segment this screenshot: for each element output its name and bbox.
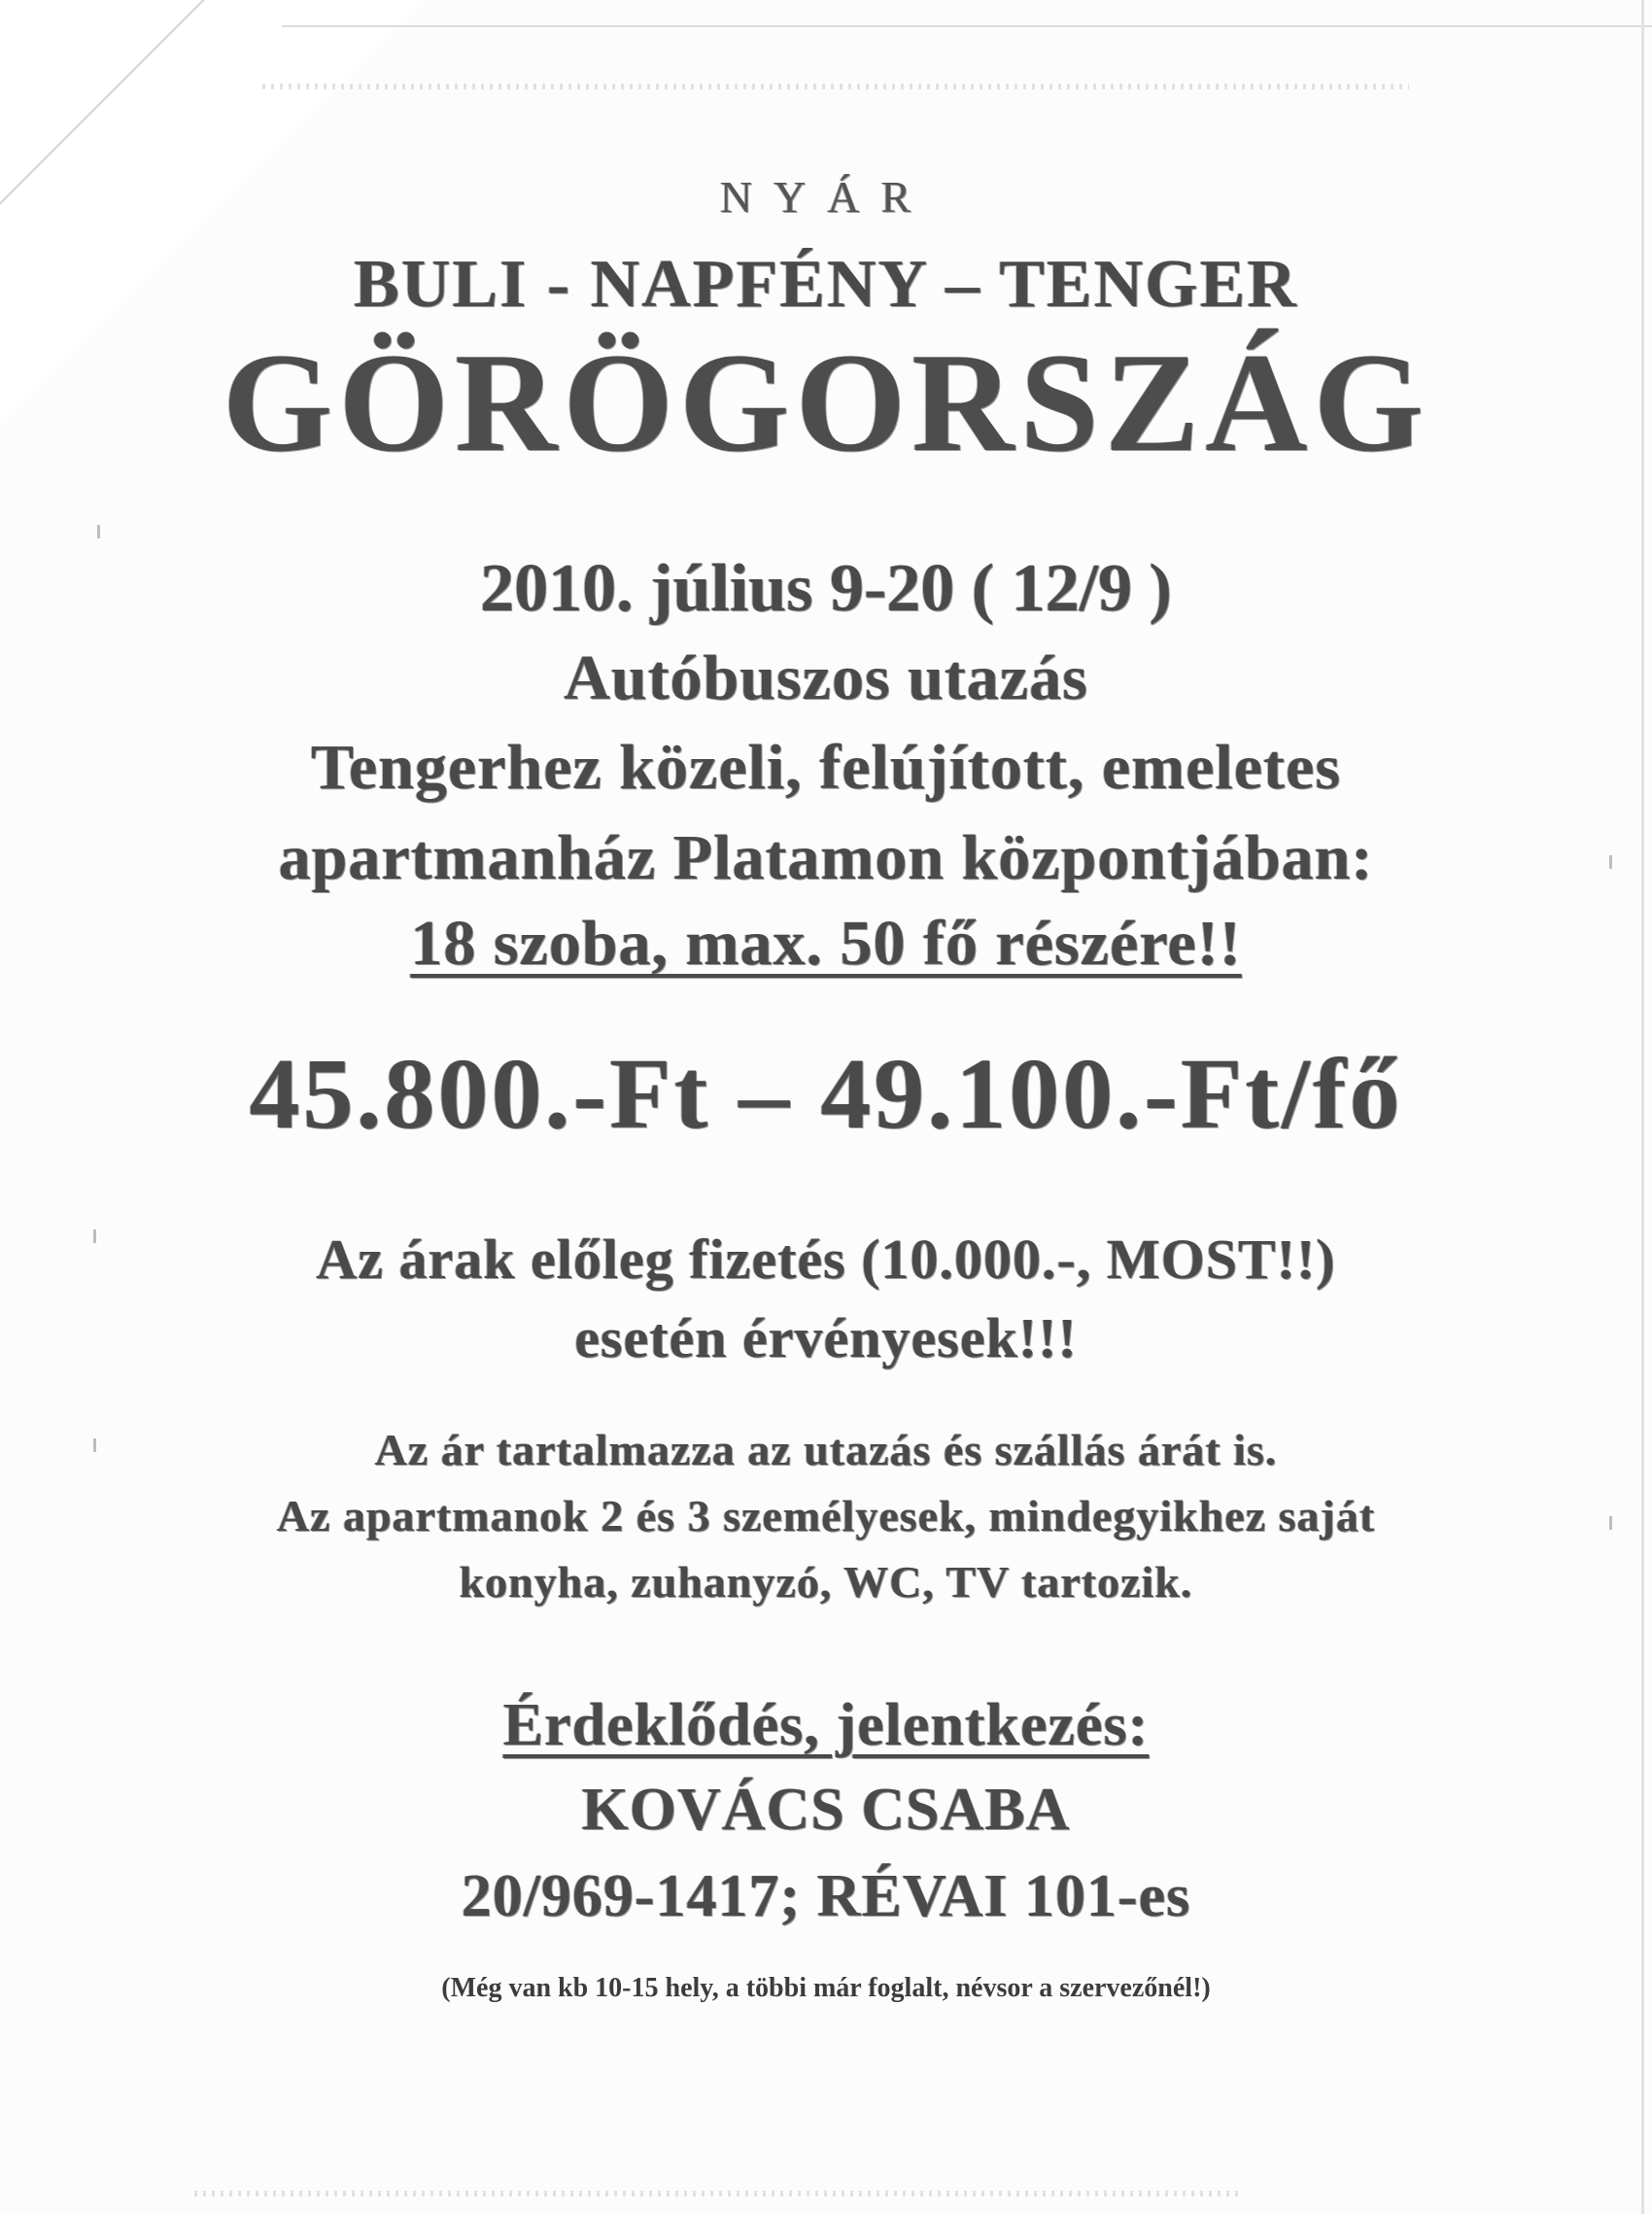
country-title: GÖRÖGORSZÁG xyxy=(222,324,1430,481)
includes-line-1: Az ár tartalmazza az utazás és szállás árát is. xyxy=(374,1425,1278,1474)
contact-name: KOVÁCS CSABA xyxy=(581,1777,1071,1843)
advance-payment-line-1: Az árak előleg fizetés (10.000.-, MOST!!) xyxy=(316,1228,1336,1291)
contact-heading: Érdeklődés, jelentkezés: xyxy=(502,1692,1150,1758)
contact-phone: 20/969-1417; RÉVAI 101-es xyxy=(461,1863,1191,1929)
price-range: 45.800.-Ft – 49.100.-Ft/fő xyxy=(249,1038,1403,1150)
capacity-text: 18 szoba, max. 50 fő részére!! xyxy=(410,908,1242,979)
page-edge-top xyxy=(282,25,1652,27)
scan-noise-top xyxy=(262,84,1409,89)
accommodation-line-2: apartmanház Platamon központjában: xyxy=(278,822,1374,893)
accommodation-line-1: Tengerhez közeli, felújított, emeletes xyxy=(310,732,1342,803)
footnote: (Még van kb 10-15 hely, a többi már foglalt, névsor a szervezőnél!) xyxy=(441,1973,1211,2003)
includes-line-3: konyha, zuhanyzó, WC, TV tartozik. xyxy=(459,1557,1193,1607)
capacity-line xyxy=(0,907,1652,981)
slogan: BULI - NAPFÉNY – TENGER xyxy=(354,247,1298,322)
transport-type: Autóbuszos utazás xyxy=(564,642,1088,713)
advance-payment-line-2: esetén érvényesek!!! xyxy=(574,1306,1078,1369)
scan-mark xyxy=(97,525,100,538)
includes-line-2: Az apartmanok 2 és 3 személyesek, mindegyikhez saját xyxy=(276,1491,1376,1540)
contact-heading-line xyxy=(0,1691,1652,1760)
season-heading: NYÁR xyxy=(719,172,933,222)
trip-dates: 2010. július 9-20 ( 12/9 ) xyxy=(480,551,1172,626)
scan-noise-bottom xyxy=(194,2191,1244,2197)
